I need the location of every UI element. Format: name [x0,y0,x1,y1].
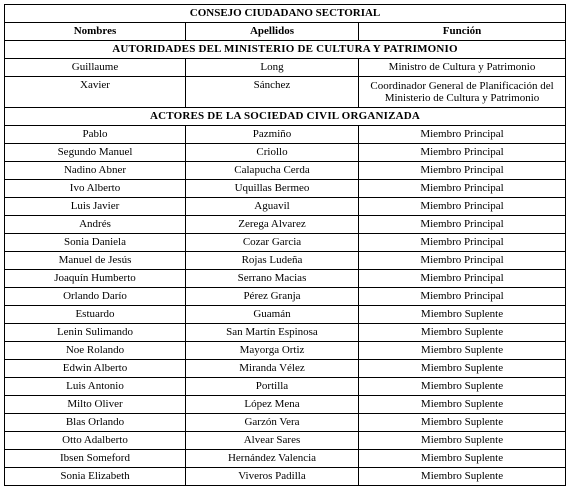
table-row [5,180,566,198]
cell-nombres: Orlando Darío [5,288,186,306]
cell-nombres: Lenin Sulimando [5,324,186,342]
table-row [5,198,566,216]
table-row [5,432,566,450]
table-row [5,468,566,486]
cell-nombres: Ivo Alberto [5,180,186,198]
cell-apellidos: Mayorga Ortiz [186,342,359,360]
table-row [5,162,566,180]
cell-nombres: Manuel de Jesús [5,252,186,270]
cell-funcion: Miembro Principal [359,270,566,288]
table-row [5,252,566,270]
cell-apellidos: Cozar Garcia [186,234,359,252]
section-actores-body [5,126,566,486]
table-row [5,216,566,234]
cell-funcion: Coordinador General de Planificación del Ministerio de Cultura y Patrimonio [359,77,566,108]
table-row [5,414,566,432]
cell-apellidos: Hernández Valencia [186,450,359,468]
cell-apellidos: Uquillas Bermeo [186,180,359,198]
cell-funcion: Miembro Suplente [359,450,566,468]
cell-nombres: Luis Antonio [5,378,186,396]
cell-apellidos: Alvear Sares [186,432,359,450]
cell-funcion: Miembro Principal [359,180,566,198]
table-row [5,342,566,360]
cell-nombres: Nadino Abner [5,162,186,180]
cell-funcion: Miembro Principal [359,234,566,252]
cell-apellidos: Pérez Granja [186,288,359,306]
table-row [5,450,566,468]
header-row [5,23,566,41]
cell-funcion: Miembro Principal [359,144,566,162]
section-title-autoridades: AUTORIDADES DEL MINISTERIO DE CULTURA Y PATRIMONIO [5,41,566,59]
table-row [5,396,566,414]
table-row [5,378,566,396]
cell-apellidos: Garzón Vera [186,414,359,432]
cell-funcion: Miembro Suplente [359,306,566,324]
table-title: CONSEJO CIUDADANO SECTORIAL [5,5,566,23]
table-row [5,126,566,144]
cell-nombres: Segundo Manuel [5,144,186,162]
cell-nombres: Joaquín Humberto [5,270,186,288]
table-row [5,306,566,324]
table-row [5,59,566,77]
table-row [5,270,566,288]
cell-apellidos: Sánchez [186,77,359,108]
cell-nombres: Andrés [5,216,186,234]
cell-apellidos: Miranda Vélez [186,360,359,378]
cell-funcion: Miembro Suplente [359,414,566,432]
cell-nombres: Otto Adalberto [5,432,186,450]
cell-apellidos: Zerega Alvarez [186,216,359,234]
cell-nombres: Milto Oliver [5,396,186,414]
cell-apellidos: Long [186,59,359,77]
cell-funcion: Miembro Principal [359,288,566,306]
cell-apellidos: Guamán [186,306,359,324]
cell-funcion: Miembro Suplente [359,468,566,486]
header-funcion: Función [359,23,566,41]
table-row [5,144,566,162]
cell-apellidos: Viveros Padilla [186,468,359,486]
cell-funcion: Miembro Suplente [359,324,566,342]
cell-funcion: Miembro Suplente [359,342,566,360]
cell-funcion: Miembro Suplente [359,432,566,450]
table-row [5,288,566,306]
table-body [5,5,566,126]
cell-apellidos: López Mena [186,396,359,414]
cell-apellidos: Criollo [186,144,359,162]
cell-nombres: Sonia Elizabeth [5,468,186,486]
cell-nombres: Pablo [5,126,186,144]
cell-nombres: Blas Orlando [5,414,186,432]
cell-funcion: Miembro Principal [359,216,566,234]
cell-apellidos: San Martín Espinosa [186,324,359,342]
cell-apellidos: Portilla [186,378,359,396]
council-table [4,4,566,486]
cell-apellidos: Rojas Ludeña [186,252,359,270]
section-title-row [5,108,566,126]
cell-funcion: Miembro Principal [359,126,566,144]
cell-funcion: Miembro Principal [359,252,566,270]
title-row [5,5,566,23]
cell-nombres: Guillaume [5,59,186,77]
cell-funcion: Miembro Principal [359,198,566,216]
cell-apellidos: Aguavil [186,198,359,216]
cell-apellidos: Serrano Macias [186,270,359,288]
table-row [5,360,566,378]
cell-nombres: Ibsen Someford [5,450,186,468]
section-title-row [5,41,566,59]
cell-funcion: Ministro de Cultura y Patrimonio [359,59,566,77]
cell-nombres: Sonia Daniela [5,234,186,252]
cell-nombres: Edwin Alberto [5,360,186,378]
section-title-actores: ACTORES DE LA SOCIEDAD CIVIL ORGANIZADA [5,108,566,126]
table-row [5,77,566,108]
cell-funcion: Miembro Suplente [359,360,566,378]
cell-nombres: Noe Rolando [5,342,186,360]
cell-nombres: Estuardo [5,306,186,324]
table-row [5,324,566,342]
cell-apellidos: Calapucha Cerda [186,162,359,180]
table-row [5,234,566,252]
cell-funcion: Miembro Suplente [359,378,566,396]
cell-apellidos: Pazmiño [186,126,359,144]
cell-funcion: Miembro Principal [359,162,566,180]
header-nombres: Nombres [5,23,186,41]
cell-nombres: Luis Javier [5,198,186,216]
cell-nombres: Xavier [5,77,186,108]
header-apellidos: Apellidos [186,23,359,41]
cell-funcion: Miembro Suplente [359,396,566,414]
